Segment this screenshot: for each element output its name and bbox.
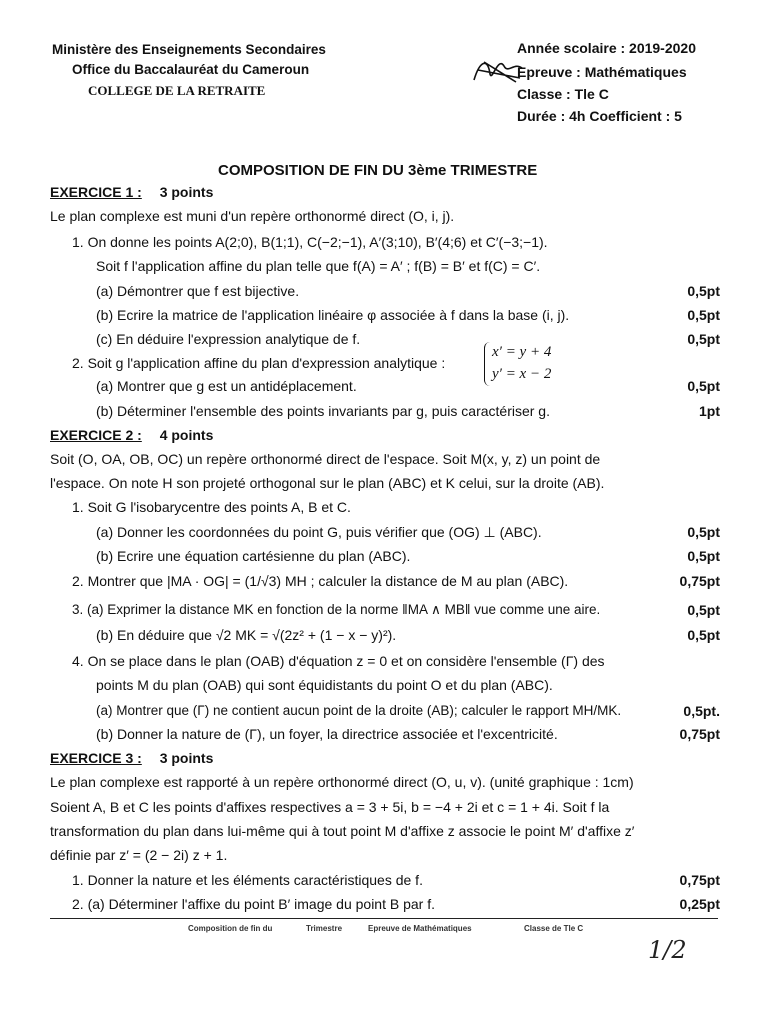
exercise-3-label: EXERCICE 3 : <box>50 750 142 766</box>
school-name: COLLEGE DE LA RETRAITE <box>88 83 266 98</box>
ex1-q2b-points: 1pt <box>699 403 720 419</box>
ex3-line-4: définie par z′ = (2 − 2i) z + 1. <box>50 847 228 863</box>
exercise-1-heading <box>50 184 213 200</box>
exercise-3-points: 3 points <box>159 750 214 766</box>
ex1-q2b: (b) Déterminer l'ensemble des points invariants par g, puis caractériser g. <box>96 403 550 419</box>
ex3-line-2: Soient A, B et C les points d'affixes respectives a = 3 + 5i, b = −4 + 2i et c = 1 + 4i. Soit f la <box>50 799 610 815</box>
footer-subject: Epreuve de Mathématiques <box>368 924 472 933</box>
ex2-q1b: (b) Ecrire une équation cartésienne du plan (ABC). <box>96 548 411 564</box>
ex2-intro-2: l'espace. On note H son projeté orthogonal sur le plan (ABC) et K celui, sur la droite (AB). <box>50 475 605 491</box>
footer-trimester: Trimestre <box>306 924 343 933</box>
ex2-q1a: (a) Donner les coordonnées du point G, puis vérifier que (OG) ⊥ (ABC). <box>96 524 542 540</box>
footer-rule <box>50 918 718 919</box>
ex1-q2: 2. Soit g l'application affine du plan d'expression analytique : <box>72 355 446 371</box>
ex1-q2a: (a) Montrer que g est un antidéplacement. <box>96 378 357 394</box>
exercise-2-label: EXERCICE 2 : <box>50 427 142 443</box>
ex3-q2a: 2. (a) Déterminer l'affixe du point B′ image du point B par f. <box>72 896 436 912</box>
system-eq-2: y′ = x − 2 <box>492 366 552 382</box>
ex2-q1: 1. Soit G l'isobarycentre des points A, B et C. <box>72 499 351 515</box>
ex1-q1: 1. On donne les points A(2;0), B(1;1), C(−2;−1), A′(3;10), B′(4;6) et C′(−3;−1). <box>72 234 548 250</box>
office-name: Office du Baccalauréat du Cameroun <box>72 62 310 77</box>
ex1-q2a-points: 0,5pt <box>687 378 720 394</box>
system-eq-1: x′ = y + 4 <box>492 344 552 360</box>
page-number: 1/2 <box>648 936 687 964</box>
ex1-q1b-points: 0,5pt <box>687 307 720 323</box>
exam-class: Classe : Tle C <box>517 86 609 102</box>
exam-duration: Durée : 4h Coefficient : 5 <box>517 108 682 124</box>
ex1-q1b: (b) Ecrire la matrice de l'application linéaire φ associée à f dans la base (i, j). <box>96 307 570 323</box>
ex2-q1a-points: 0,5pt <box>687 524 720 540</box>
ex1-q1-text: Soit f l'application affine du plan telle que f(A) = A′ ; f(B) = B′ et f(C) = C′. <box>96 258 541 274</box>
footer-class: Classe de Tle C <box>524 924 584 933</box>
exercise-3-heading <box>50 750 213 766</box>
ex2-q3a: 3. (a) Exprimer la distance MK en fonction de la norme ‖MA ∧ MB‖ vue comme une aire. <box>72 602 601 617</box>
exam-title: COMPOSITION DE FIN DU 3ème TRIMESTRE <box>218 162 538 179</box>
ex2-q4a-points: 0,5pt. <box>683 703 720 719</box>
ex2-q4-text: points M du plan (OAB) qui sont équidistants du point O et du plan (ABC). <box>96 677 553 693</box>
ex3-q1-points: 0,75pt <box>679 872 720 888</box>
ex2-q4b-points: 0,75pt <box>679 726 720 742</box>
ex2-intro-1: Soit (O, OA, OB, OC) un repère orthonormé direct de l'espace. Soit M(x, y, z) un point de <box>50 451 601 467</box>
school-year: Année scolaire : 2019-2020 <box>517 40 696 56</box>
ex2-q2: 2. Montrer que |MA · OG| = (1/√3) MH ; calculer la distance de M au plan (ABC). <box>72 573 569 589</box>
exercise-2-heading <box>50 427 213 443</box>
ex1-q1a-points: 0,5pt <box>687 283 720 299</box>
ex3-q1: 1. Donner la nature et les éléments caractéristiques de f. <box>72 872 423 888</box>
signature-mark <box>470 52 530 86</box>
ex3-line-3: transformation du plan dans lui-même qui à tout point M d'affixe z associe le point M′ d'affixe z′ <box>50 823 635 839</box>
ex2-q3b-points: 0,5pt <box>687 627 720 643</box>
ex1-q1a: (a) Démontrer que f est bijective. <box>96 283 300 299</box>
exam-subject: Epreuve : Mathématiques <box>517 64 687 80</box>
ex2-q1b-points: 0,5pt <box>687 548 720 564</box>
ex2-q4: 4. On se place dans le plan (OAB) d'équation z = 0 et on considère l'ensemble (Γ) des <box>72 653 605 669</box>
ex3-line-1: Le plan complexe est rapporté à un repère orthonormé direct (O, u, v). (unité graphique : 1cm) <box>50 774 634 790</box>
ex3-q2a-points: 0,25pt <box>679 896 720 912</box>
ministry-name: Ministère des Enseignements Secondaires <box>52 42 326 57</box>
ex2-q4a: (a) Montrer que (Γ) ne contient aucun point de la droite (AB); calculer le rapport MH/MK. <box>96 703 622 718</box>
ex2-q3b: (b) En déduire que √2 MK = √(2z² + (1 − x − y)²). <box>96 627 397 643</box>
exercise-1-points: 3 points <box>159 184 214 200</box>
footer-composition: Composition de fin du <box>188 924 273 933</box>
ex2-q3a-points: 0,5pt <box>687 602 720 618</box>
ex1-intro: Le plan complexe est muni d'un repère orthonormé direct (O, i, j). <box>50 208 455 224</box>
ex1-q1c-points: 0,5pt <box>687 331 720 347</box>
ex2-q4b: (b) Donner la nature de (Γ), un foyer, la directrice associée et l'excentricité. <box>96 726 558 742</box>
ex1-q1c: (c) En déduire l'expression analytique de f. <box>96 331 361 347</box>
exercise-2-points: 4 points <box>159 427 214 443</box>
exercise-1-label: EXERCICE 1 : <box>50 184 142 200</box>
ex2-q2-points: 0,75pt <box>679 573 720 589</box>
